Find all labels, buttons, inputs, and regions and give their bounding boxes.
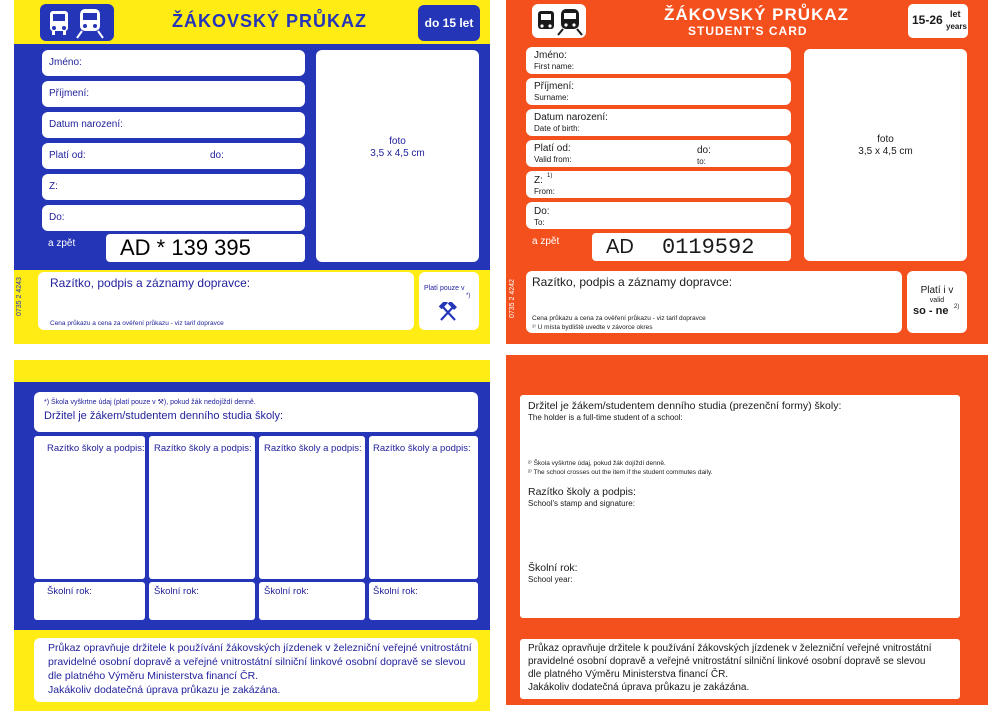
price-note: Cena průkazu a cena za ověření průkazu - viz tarif dopravce xyxy=(50,320,224,327)
school-year-cell-1[interactable] xyxy=(34,582,145,620)
valid-from-label: Platí od: xyxy=(534,143,571,154)
school-stamp-cell-3[interactable] xyxy=(259,436,365,579)
age-let: let xyxy=(950,9,961,19)
birth-date-label: Datum narození: xyxy=(534,112,608,123)
serial-number-box xyxy=(592,233,791,261)
first-name-field[interactable] xyxy=(42,50,305,76)
side-code: 0735 2 4242 xyxy=(509,279,516,318)
age-badge xyxy=(908,4,968,38)
return-label: a zpět xyxy=(532,236,560,247)
first-name-label-en: First name: xyxy=(534,62,575,71)
daily-commute-footnote: *) Škola vyškrtne údaj (platí pouze v ⚒), pokud žák nedojíždí denně. xyxy=(44,399,256,406)
valid-only-label: Platí pouze v xyxy=(424,285,465,292)
school-year-cell-4[interactable] xyxy=(369,582,478,620)
school-year-label-en: School year: xyxy=(528,575,573,584)
serial-number-box xyxy=(106,234,305,262)
photo-box xyxy=(804,49,967,261)
from-station-label-en: From: xyxy=(534,187,555,196)
weekend-valid-en: valid xyxy=(929,297,945,304)
school-stamp-label: Razítko školy a podpis: xyxy=(47,443,145,454)
transport-logo-icon xyxy=(40,4,114,41)
from-station-label: Z: xyxy=(49,181,58,192)
legal-line-1: Průkaz opravňuje držitele k používání žákovských jízdenek v železniční veřejné vnitrostátní xyxy=(528,643,932,654)
valid-from-label-en: Valid from: xyxy=(534,155,572,164)
serial-prefix: AD xyxy=(606,236,634,258)
from-station-field[interactable] xyxy=(526,171,791,198)
valid-from-field[interactable] xyxy=(42,143,305,169)
student-card-title: ŽÁKOVSKÝ PRŮKAZ xyxy=(664,5,850,24)
kid-card-back xyxy=(14,360,490,711)
first-name-field[interactable] xyxy=(526,47,791,74)
valid-to-label-en: to: xyxy=(697,157,706,166)
carrier-stamp-box xyxy=(38,272,414,330)
residence-note: ¹⁾ U místa bydliště uvedte v závorce okres xyxy=(532,324,653,331)
weekend-valid-cz: Platí i v xyxy=(920,285,954,296)
birth-date-field[interactable] xyxy=(526,109,791,136)
surname-label: Příjmení: xyxy=(534,81,575,92)
age-range: 15-26 xyxy=(912,13,943,27)
school-stamp-cell-1[interactable] xyxy=(34,436,145,579)
to-station-field[interactable] xyxy=(42,205,305,231)
photo-size: 3,5 x 4,5 cm xyxy=(858,146,913,157)
commute-note-cz: ²⁾ Škola vyškrtne údaj, pokud žák dojíždí denně. xyxy=(528,460,666,467)
school-year-cell-3[interactable] xyxy=(259,582,365,620)
school-stamp-label-en: School's stamp and signature: xyxy=(528,499,635,508)
kid-card-title: ŽÁKOVSKÝ PRŮKAZ xyxy=(172,11,368,31)
student-card-front xyxy=(506,0,988,344)
photo-label: foto xyxy=(389,136,406,147)
age-years: years xyxy=(946,22,967,31)
to-station-label-en: To: xyxy=(534,218,545,227)
weekend-validity-box xyxy=(907,271,967,333)
hammers-icon xyxy=(437,302,459,322)
kid-card-front xyxy=(14,0,490,344)
legal-line-1: Průkaz opravňuje držitele k používání žákovských jízdenek v železniční veřejné vnitrostátní xyxy=(48,642,472,654)
carrier-stamp-box xyxy=(526,271,902,333)
from-station-label: Z: xyxy=(534,175,543,186)
holder-label: Držitel je žákem/studentem denního studia (prezenční formy) školy: xyxy=(528,400,842,412)
commute-note-en: ²⁾ The school crosses out the item if the student commutes daily. xyxy=(528,469,713,476)
legal-line-2: pravidelné osobní dopravě a veřejné vnitrostátní silniční linkové osobní dopravě se slevou xyxy=(528,656,926,667)
holder-label: Držitel je žákem/studentem denního studia školy: xyxy=(44,410,284,422)
legal-line-2: pravidelné osobní dopravě a veřejné vnitrostátní silniční linkové osobní dopravě se slevou xyxy=(48,656,466,668)
legal-line-3: dle platného Výměru Ministerstva financí ČR. xyxy=(48,670,259,682)
from-station-field[interactable] xyxy=(42,174,305,200)
legal-line-4: Jakákoliv dodatečná úprava průkazu je zakázána. xyxy=(528,682,750,693)
to-station-label: Do: xyxy=(49,212,65,223)
age-badge xyxy=(418,5,480,41)
carrier-stamp-label: Razítko, podpis a záznamy dopravce: xyxy=(532,275,733,289)
valid-only-box xyxy=(419,272,479,330)
valid-from-field[interactable] xyxy=(526,140,791,167)
surname-label-en: Surname: xyxy=(534,93,569,102)
serial-number: AD * 139 395 xyxy=(120,235,251,260)
school-year-label: Školní rok: xyxy=(264,586,309,597)
school-year-cell-2[interactable] xyxy=(149,582,255,620)
serial-number: 0119592 xyxy=(662,235,755,260)
legal-line-3: dle platného Výměru Ministerstva financí ČR. xyxy=(528,669,729,680)
birth-date-label-en: Date of birth: xyxy=(534,124,580,133)
school-stamp-cell-4[interactable] xyxy=(369,436,478,579)
return-label: a zpět xyxy=(48,238,76,249)
school-year-label: Školní rok: xyxy=(154,586,199,597)
holder-label-en: The holder is a full-time student of a school: xyxy=(528,413,683,422)
to-station-field[interactable] xyxy=(526,202,791,229)
surname-label: Příjmení: xyxy=(49,88,90,99)
school-year-label: Školní rok: xyxy=(373,586,418,597)
age-badge-text: do 15 let xyxy=(424,16,474,30)
carrier-stamp-label: Razítko, podpis a záznamy dopravce: xyxy=(50,276,251,290)
legal-line-4: Jakákoliv dodatečná úprava průkazu je zakázána. xyxy=(48,684,281,696)
first-name-label: Jméno: xyxy=(534,50,567,61)
birth-date-label: Datum narození: xyxy=(49,119,123,130)
legal-text-box xyxy=(520,639,960,699)
surname-field[interactable] xyxy=(42,81,305,107)
photo-box xyxy=(316,50,479,262)
legal-text-box xyxy=(34,638,478,702)
holder-header-box xyxy=(34,392,478,432)
transport-logo-icon xyxy=(532,4,586,38)
photo-size: 3,5 x 4,5 cm xyxy=(370,148,425,159)
photo-label: foto xyxy=(877,134,894,145)
student-card-back xyxy=(506,355,988,705)
to-station-label: Do: xyxy=(534,206,550,217)
birth-date-field[interactable] xyxy=(42,112,305,138)
school-stamp-label: Razítko školy a podpis: xyxy=(528,486,636,498)
school-stamp-label: Razítko školy a podpis: xyxy=(373,443,471,454)
weekend-days-sup: 2) xyxy=(954,304,960,310)
price-note: Cena průkazu a cena za ověření průkazu - viz tarif dopravce xyxy=(532,315,706,322)
from-station-sup: 1) xyxy=(547,173,553,179)
student-card-subtitle: STUDENT'S CARD xyxy=(688,24,808,38)
weekend-days: so - ne xyxy=(913,305,949,317)
school-info-box xyxy=(520,395,960,618)
side-code: 0735 2 4243 xyxy=(16,277,23,316)
school-stamp-label: Razítko školy a podpis: xyxy=(264,443,362,454)
first-name-label: Jméno: xyxy=(49,57,82,68)
surname-field[interactable] xyxy=(526,78,791,105)
valid-to-label: do: xyxy=(697,145,711,156)
school-stamp-cell-2[interactable] xyxy=(149,436,255,579)
school-stamp-label: Razítko školy a podpis: xyxy=(154,443,252,454)
valid-from-label: Platí od: xyxy=(49,150,86,161)
school-year-label: Školní rok: xyxy=(528,562,578,574)
school-year-label: Školní rok: xyxy=(47,586,92,597)
valid-to-label: do: xyxy=(210,150,224,161)
valid-only-note: *) xyxy=(466,293,471,299)
